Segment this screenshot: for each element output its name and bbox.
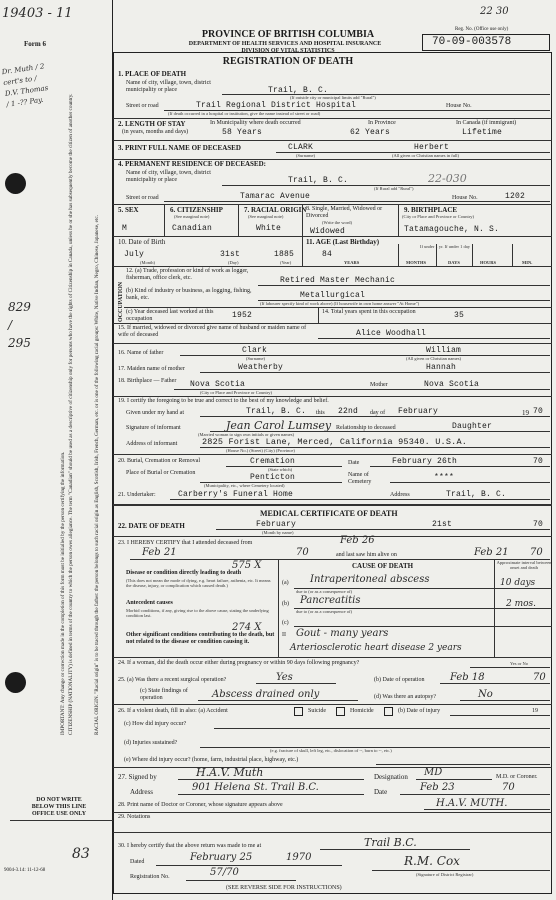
s23-year-a: 70 [296,547,309,558]
s12b-label: (b) Kind of industry or business, as logging, fishing, bank, etc. [126,288,252,301]
cause-a-prefix: (a) [282,580,289,586]
s9-birth: Tatamagouche, N. S. [404,225,500,234]
s27-label: 27. Signed by [118,773,157,781]
s3-label: 3. PRINT FULL NAME OF DECEASED [118,144,241,152]
s9-birth-label: 9. BIRTHPLACE [404,206,458,214]
cause-disease-label: Disease or condition directly leading to death [126,570,242,576]
s15-rule [318,338,550,339]
s1-house-label: House No. [446,103,472,109]
important-note: IMPORTANT: Any change or correction made in the completion of this form must be initialled by the person certifying the information. [60,451,66,735]
cause-disease-note: (This does not mean the mode of dying, e.g. heart failure, asthenia, etc. It means the disease, injury, or complication which caused death.) [126,578,271,588]
s10-month-note: (Month) [140,260,155,265]
s23-last-seen: Feb 21 [474,547,509,558]
q25b-rule [440,683,550,684]
s21-label: 21. Undertaker: [118,492,156,498]
divider [113,832,552,833]
interval-a: 10 days [500,578,536,588]
s1-label: 1. PLACE OF DEATH [118,70,187,78]
s16-surname: Clark [242,346,268,355]
s10-year-note: (Year) [280,260,292,265]
s5-sex: M [122,224,128,233]
cause-b-prefix: (b) [282,601,289,607]
s4-street-rule [164,201,550,202]
s6-cit-label: 6. CITIZENSHIP [170,206,223,214]
s19-addr-label: Address of informant [126,441,178,447]
divider [113,536,552,537]
s19-rel: Daughter [452,422,493,431]
s30-dated-label: Dated [130,859,145,865]
s21-addr-label: Address [390,492,410,498]
divider [113,396,552,397]
s30-regno-label: Registration No. [130,874,170,880]
citizenship-note: CITIZENSHIP (NATIONALITY) is defined in terms of the country to which the person owes allegiance. The term "Canadian" should be used as a descriptive of citizenship only for persons who have the rights of Citizenship in Canada, unless he or she has subsequently become the citizen of another country. [68,93,74,735]
cause-c-rule [294,626,552,627]
s1-city-note: (If outside city or municipal limits add "Rural") [290,95,376,100]
cause-b: Pancreatitis [300,595,361,606]
s20-place: Penticton [250,473,296,482]
col-divider [512,244,513,266]
s4-city: Trail, B. C. [288,176,349,185]
bottom-left-mark: 83 [72,846,90,862]
s1-city-label: Name of city, village, town, district municipality or place [126,80,211,93]
racial-origin-note: RACIAL ORIGIN. "Racial origin" is to be traced through the father: the person belongs to such racial origin as English, Scottish, Irish, French, German, etc. or is one of the following racial groups: White, Native Indian, Negro, Chinese, Japanese, etc. [94,215,100,735]
q25a-answer: Yes [276,672,293,683]
s19-year-prefix: 19 [522,409,529,417]
s19-label: 19. I certify the foregoing to be true and correct to the best of my knowledge and belief. [118,398,329,404]
s19-place-rule [200,416,550,417]
q24-rule [470,667,550,668]
divider [113,236,552,237]
s30-sig-rule [372,870,550,871]
s20-date: February 26th [392,457,458,466]
s19-sig-label: Signature of informant [126,425,181,431]
q25d-rule [460,700,550,701]
side-note: Dr. Muth / 2 cert's to / D.V. Thomas / 1 -?? Pay. [1,62,49,109]
s27-mdcoroner: M.D. or Coroner. [496,774,538,780]
s17-surname: Weatherby [238,363,284,372]
s4-house: 1202 [505,192,526,201]
s27-desig-rule [416,779,492,780]
s30-label: 30. I hereby certify that the above return was made to me at [118,843,262,849]
occupation-vertical: OCCUPATION [118,281,124,322]
s29-label: 29. Notations [118,814,151,820]
s23-label: 23. I HEREBY CERTIFY that I attended deceased from [118,540,253,546]
punch-hole [5,173,26,194]
s16-given-note: (All given or Christian names) [406,356,461,361]
s15-label: 15. If married, widowed or divorced give name of husband or maiden name of wife of deceased [118,325,307,338]
s16-given: William [426,346,462,355]
see-reverse: (SEE REVERSE SIDE FOR INSTRUCTIONS) [226,885,342,891]
col-divider [318,307,319,323]
punch-hole [5,672,26,693]
s18-father: Nova Scotia [190,380,246,389]
col-divider [398,244,399,266]
s12a-label: 12. (a) Trade, profession or kind of work as logger, fisherman, office clerk, etc. [126,268,249,281]
col-divider [302,236,303,266]
s10-year: 1885 [274,250,295,259]
s19-given-label: Given under my hand at [126,410,184,416]
s27-addr-rule [178,794,364,795]
suicide-checkbox[interactable] [336,707,345,716]
s27-date: Feb 23 [420,782,455,793]
s27-sig-rule [178,779,364,780]
s20-cem-rule [390,482,550,483]
col-divider [472,244,473,266]
q26c-rule [214,728,550,729]
s18-mother-label: Mother [370,382,388,388]
s2-canada-label: In Canada (if immigrant) [456,120,517,126]
suicide-label: Suicide [308,708,326,714]
s4-pencil-code: 22-030 [428,172,467,185]
s27-date-rule [400,794,550,795]
interval-b: 2 mos. [506,599,537,609]
s19-married-note: (Married woman to sign own initials or given names) [198,432,294,437]
due-a: due to (or as a consequence of) [296,589,352,594]
s30-sig-note: (Signature of District Registrar) [416,872,474,877]
divider [113,204,552,205]
s20-cem: **** [434,473,455,482]
s19-signature: Jean Carol Lumsey [226,419,332,432]
s1-street-note: (If death occurred in a hospital or institution, give the name instead of street or road) [168,111,321,116]
s27-year: 70 [502,782,515,793]
s6-cit: Canadian [172,224,213,233]
s20-cem-label: Name of Cemetery [348,472,372,485]
s11-hours: HOURS [480,260,497,265]
s20-place-label: Place of Burial or Cremation [126,470,196,476]
s30-place: Trail B.C. [364,836,417,849]
s30-place-rule [320,849,470,850]
s8-status: Widowed [310,227,346,236]
s12a-rule [258,285,550,286]
s21-rule [170,499,550,500]
cause-ii-2: Arteriosclerotic heart disease 2 years [290,643,462,653]
s27-signature: H.A.V. Muth [196,766,264,779]
s27-addr-label: Address [130,788,153,796]
top-right-annotation: 22 30 [480,6,509,17]
s11-min: MIN. [522,260,533,265]
other-conditions-label: Other significant conditions contributing to the death, but not related to the disease or condition causing it. [126,632,275,645]
s9-birth-sub: (City or Place and Province or Country) [402,214,474,219]
homicide-checkbox[interactable] [384,707,393,716]
s7-race-sub: (See marginal note) [248,214,284,219]
s19-rel-label: Relationship to deceased [336,425,396,431]
s19-addr: 2825 Forist Lane, Merced, California 95340. U.S.A. [202,437,468,447]
q24-label: 24. If a woman, did the death occur either during pregnancy or within 90 days following pregnancy? [118,660,360,666]
s5-sex-label: 5. SEX [118,206,139,214]
cause-a: Intraperitoneal abscess [310,574,430,585]
q26e-label: (e) Where did injury occur? (home, farm, industrial place, highway, etc.) [124,757,299,763]
s21-value: Carberry's Funeral Home [178,490,294,499]
department-heading: DEPARTMENT OF HEALTH SERVICES AND HOSPITAL INSURANCE [188,41,382,47]
s2-province-label: In Province [368,120,396,126]
divider [113,118,552,119]
divider [113,657,552,658]
s2-sub: (in years, months and days) [122,129,189,135]
s2-label: 2. LENGTH OF STAY [118,120,186,128]
divider [113,266,552,267]
s15-value: Alice Woodhall [356,329,427,338]
s4-street-label: Street or road [126,195,159,201]
s7-race-label: 7. RACIAL ORIGIN [244,206,307,214]
cause-col-divider [278,559,279,657]
do-not-write-line2: BELOW THIS LINE [31,804,87,810]
cause-ii-1: Gout - many years [296,628,389,639]
divider [113,140,552,141]
s14-total: 35 [454,311,465,320]
due-b: due to (or as a consequence of) [296,609,352,614]
s6-cit-sub: (See marginal note) [174,214,210,219]
s23-last-seen-label: and last saw him alive on [336,552,397,558]
s11-days: DAYS [448,260,460,265]
s1-city: Trail, B. C. [268,86,329,95]
s12b-val: Metallurgical [300,291,366,300]
cause-ii-prefix: II [282,632,286,638]
s3-given-note: (All given or Christian names in full) [392,153,459,158]
q26d-note: (e.g. fracture of skull, left leg, etc., dislocation of --, burn to --, etc.) [270,748,392,753]
s4-label: 4. PERMANENT RESIDENCE OF DECEASED: [118,160,266,168]
form-title: REGISTRATION OF DEATH [222,56,354,67]
s20-label: 20. Burial, Cremation or Removal [118,458,200,464]
q25a-label: 25. (a) Was there a recent surgical operation? [118,677,227,683]
s21-addr: Trail, B. C. [446,490,507,499]
q26b-label: (b) Date of injury [398,708,441,714]
col-divider [398,204,399,236]
side-numbers: 829 / 295 [8,300,31,350]
province-heading: PROVINCE OF BRITISH COLUMBIA [201,29,375,40]
s12c-val: 1952 [232,311,253,320]
divider [113,454,552,455]
reg-no: 70-09-003578 [432,36,512,48]
s7-race: White [256,224,282,233]
s23-rule [130,559,550,560]
q25d-value: No [478,689,493,700]
s30-regno: 57/70 [210,867,239,878]
top-left-number: 19403 - 11 [2,6,73,21]
s19-year: 70 [533,407,544,416]
left-margin [0,0,113,900]
q26d-label: (d) Injuries sustained? [124,740,178,746]
s27-designation-label: Designation [374,773,408,781]
s22-year: 70 [533,520,544,529]
s3-given: Herbert [414,143,450,152]
s17-label: 17. Maiden name of mother [118,366,185,372]
divider [113,767,552,768]
s12a-val: Retired Master Mechanic [280,276,396,285]
reg-no-label: Reg. No. (Office use only) [455,27,509,32]
cause-code-1: 575 X [232,560,262,571]
s18-label: 18. Birthplace — Father [118,378,177,384]
q26c-label: (c) How did injury occur? [124,721,187,727]
s28-rule [424,809,550,810]
divider [113,323,552,324]
q25b-label: (b) Date of operation [374,677,425,683]
q25d-label: (d) Was there an autopsy? [374,694,437,700]
s4-city-label: Name of city, village, town, district municipality or place [126,170,211,183]
s3-surname: CLARK [288,143,314,152]
q26b-rule [450,715,550,716]
s12c-label: (c) Year deceased last worked at this occupation [126,309,214,322]
s11-age-label: 11. AGE (Last Birthday) [306,238,380,246]
col-divider [302,204,303,236]
office-divider [10,820,113,821]
q26b-year: 19 [532,708,538,714]
s19-this-label: this [316,410,325,416]
s8-status-label: 8. Single, Married, Widowed or Divorced [306,206,383,219]
s16-label: 16. Name of father [118,350,164,356]
s1-street-label: Street or road [126,103,159,109]
s23-year-b: 70 [530,547,543,558]
s28-value: H.A.V. MUTH. [436,798,508,809]
interval-heading: Approximate interval between onset and death [496,560,552,570]
division-heading: DIVISION OF VITAL STATISTICS [241,48,335,54]
s3-surname-note: (Surname) [296,153,315,158]
cause-code-2: 274 X [232,622,262,633]
s19-day: 22nd [338,407,359,416]
s20-type-note: (State which) [268,467,293,472]
s28-label: 28. Print name of Doctor or Coroner, whose signature appears above [118,802,283,808]
q25c-rule [198,700,358,701]
q26e-rule [376,764,550,765]
s17-given: Hannah [426,363,457,372]
s16-surname-note: (Surname) [246,356,265,361]
col-divider [436,244,437,266]
col-divider [164,204,165,236]
cause-c-prefix: (c) [282,620,289,626]
s27-addr: 901 Helena St. Trail B.C. [192,782,319,793]
s10-label: 10. Date of Birth [118,238,166,246]
s18-note: (City or Place and Province or Country) [200,390,272,395]
s16-rule [180,355,550,356]
q25c-value: Abscess drained only [212,689,320,700]
s30-signature: R.M. Cox [404,854,460,868]
homicide-label: Homicide [350,708,374,714]
q25c-label: (c) State findings of operation [140,688,188,701]
q25b-value: Feb 18 [450,672,485,683]
s10-day: 31st [220,250,241,259]
s19-place: Trail, B. C. [246,407,307,416]
q24-yes-no: Yes or No [510,661,529,666]
s20-year: 70 [533,457,544,466]
s1-street: Trail Regional District Hospital [196,101,357,110]
medical-heading: MEDICAL CERTIFICATE OF DEATH [260,509,398,518]
s1-city-rule [222,94,550,95]
s22-note: (Month by name) [262,530,294,535]
s10-day-note: (Day) [228,260,239,265]
s22-label: 22. DATE OF DEATH [118,522,185,530]
s11-age-sub: If under 1 yr. If under 1 day [420,244,470,249]
do-not-write-line3: OFFICE USE ONLY [31,811,87,817]
s18-mother: Nova Scotia [424,380,480,389]
col-divider [238,204,239,236]
antecedent-note: Morbid conditions, if any, giving rise to the above cause, stating the underlying condition last. [126,608,269,618]
s2-municipality: 58 Years [222,128,263,137]
s27-date-label: Date [374,788,388,796]
s12b-note: (If labourer specify kind of work above) (If housewife in own home answer "At Home") [260,301,420,306]
s27-designation: MD [424,767,443,778]
s14-total-label: 14. Total years spent in this occupation [322,309,416,315]
s30-year: 1970 [286,852,312,863]
do-not-write-line1: DO NOT WRITE [36,797,82,803]
medical-divider [113,504,552,506]
s30-dated-rule [156,865,342,866]
s11-age: 84 [322,250,333,259]
divider [113,704,552,705]
cause-heading: CAUSE OF DEATH [352,562,414,570]
s23-to: Feb 26 [340,535,375,546]
q26a-label: 26. If a violent death, fill in also: (a) Accident [118,708,228,714]
s30-dated: February 25 [190,852,253,863]
s4-house-label: House No. [452,195,478,201]
s20-place-note: (Municipality, etc., where Cemetery located) [204,483,285,488]
divider [124,307,552,308]
s17-rule [200,372,550,373]
s22-day: 21st [432,520,453,529]
s8-status-sub: (Write the word) [322,220,353,225]
s4-street: Tamarac Avenue [240,192,311,201]
s2-canada: Lifetime [462,128,503,137]
s11-months: MONTHS [406,260,427,265]
s10-month: July [124,250,145,259]
divider [113,812,552,813]
s20-date-rule [370,466,550,467]
s23-from: Feb 21 [142,547,177,558]
s19-addr-note: (House No.) (Street) (City) (Province) [226,448,295,453]
s4-rural-note: (If Rural add "Rural") [374,186,414,191]
s19-month: February [398,407,439,416]
form-code: 9004-3.14: 11-12-68 [4,868,46,873]
s30-regno-rule [186,880,296,881]
accident-checkbox[interactable] [294,707,303,716]
q25a-rule [256,683,336,684]
s2-municipality-label: In Municipality where death occurred [210,120,301,126]
q25b-year: 70 [533,672,546,683]
s20-type: Cremation [250,457,296,466]
divider [113,343,552,344]
s20-date-label: Date [348,460,360,466]
antecedent-label: Antecedent causes [126,600,173,606]
form-label: Form 6 [24,40,46,48]
s11-years: YEARS [344,260,360,265]
s22-month: February [256,520,297,529]
s2-province: 62 Years [350,128,391,137]
s19-day-of: day of [370,410,386,416]
